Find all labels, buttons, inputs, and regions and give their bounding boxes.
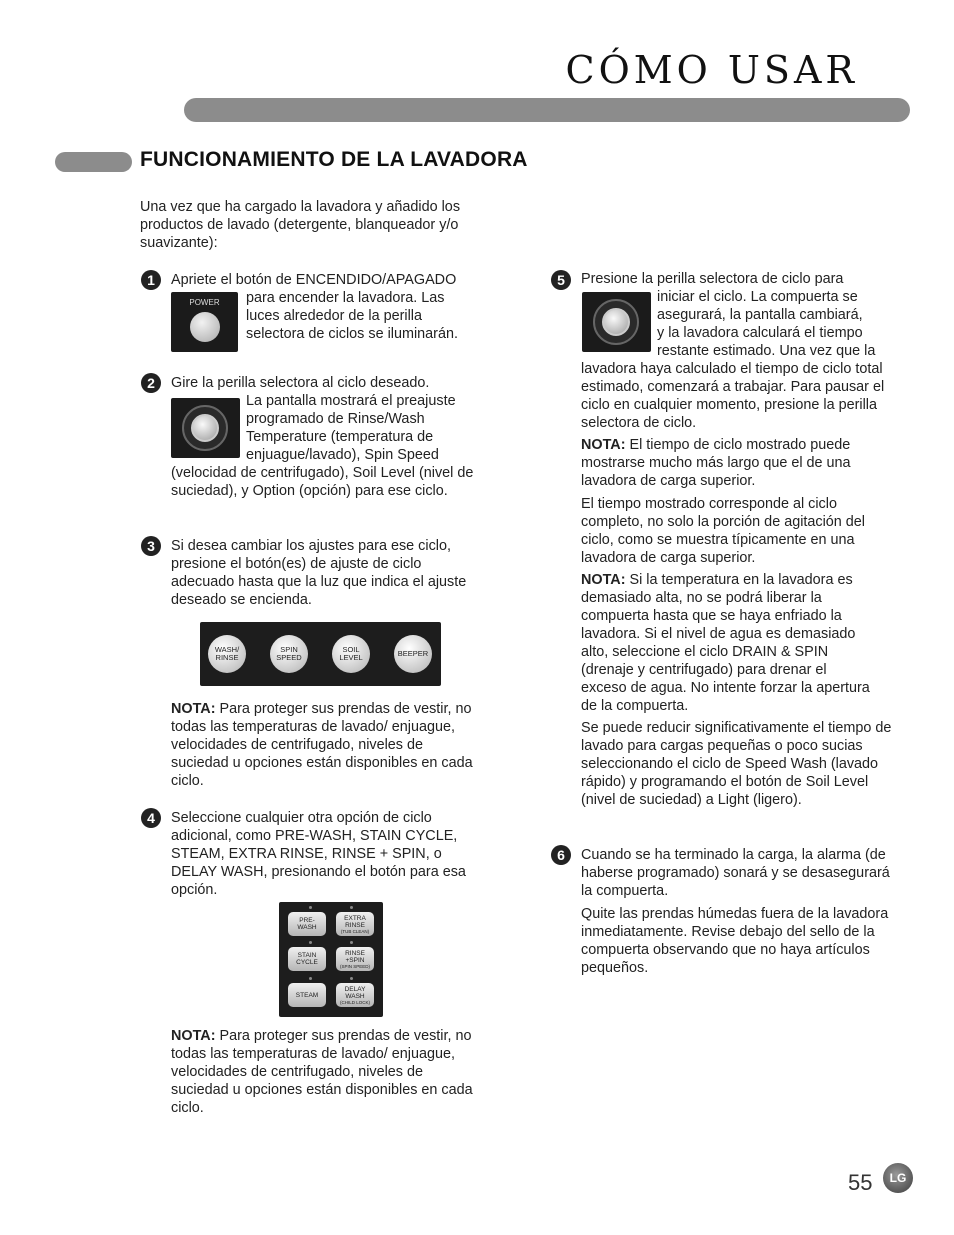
step-4-text: Seleccione cualquier otra opción de ciclo adicional, como PRE-WASH, STAIN CYCLE, STEAM, EXTRA RINSE, RINSE + SPIN, o DELAY WASH, presionando el botón para esa opción. (171, 810, 466, 898)
cycle-knob-image-step-2 (171, 398, 240, 458)
step-1-line-4: selectora de ciclos se iluminarán. (246, 326, 458, 342)
step-2-line-1: Gire la perilla selectora al ciclo deseado. (171, 375, 430, 391)
extra-rinse-button: EXTRA RINSE (TUB CLEAN) (336, 912, 374, 936)
header-bar (184, 98, 910, 122)
step-3-number: 3 (141, 536, 161, 556)
knob-icon (191, 414, 219, 442)
lg-logo-icon: LG (883, 1163, 913, 1193)
spin-speed-button: SPIN SPEED (270, 635, 308, 673)
step-2-line-2: La pantalla mostrará el preajuste (246, 393, 456, 409)
step-2-flow-text: (velocidad de centrifugado), Soil Level (nivel de suciedad), y Option (opción) para ese ciclo. (171, 465, 474, 499)
step-2-line-3: programado de Rinse/Wash (246, 411, 425, 427)
power-button-icon (190, 312, 220, 342)
step-5-line-2: iniciar el ciclo. La compuerta se (657, 289, 858, 305)
step-5-note-2: NOTA: Si la temperatura en la lavadora es demasiado alta, no se podrá liberar la compuerta hasta que se haya enfriado la lavadora. Si el nivel de agua es demasiado alto, seleccione el ciclo DRAIN & SPIN (drenaje y centrifugado) para drenar el exceso de agua. No intente forzar la apertura de la compuerta. (581, 572, 870, 714)
step-6-para-2: Quite las prendas húmedas fuera de la lavadora inmediatamente. Revise debajo del sello de la compuerta observando que no haya artículos pequeños. (581, 906, 889, 976)
step-5-line-1: Presione la perilla selectora de ciclo para (581, 271, 844, 287)
step-6-text: Cuando se ha terminado la carga, la alarma (de haberse programado) sonará y se desasegurará la compuerta. (581, 847, 890, 899)
intro-text: Una vez que ha cargado la lavadora y añadido los productos de lavado (detergente, blanqueador y/o suavizante): (140, 199, 461, 251)
step-2-line-4: Temperature (temperatura de (246, 429, 434, 445)
step-3-text: Si desea cambiar los ajustes para ese ciclo, presione el botón(es) de ajuste de ciclo adecuado hasta que la luz que indica el ajuste deseado se encienda. (171, 538, 467, 608)
power-label: POWER (189, 298, 220, 307)
knob-icon (602, 308, 630, 336)
delay-wash-button: DELAY WASH (CHILD LOCK) (336, 983, 374, 1007)
step-2-line-5: enjuague/lavado), Spin Speed (246, 447, 439, 463)
section-title: FUNCIONAMIENTO DE LA LAVADORA (140, 148, 528, 171)
cycle-knob-image-step-5 (582, 292, 651, 352)
step-5-para-3: Se puede reducir significativamente el tiempo de lavado para cargas pequeñas o poco sucias seleccionando el ciclo de Speed Wash (lavado rápido) y programando el botón de Soil Level (nivel de suciedad) a Light (ligero). (581, 720, 892, 808)
step-3-note: NOTA: Para proteger sus prendas de vestir, no todas las temperaturas de lavado/ enjuague, velocidades de centrifugado, niveles de suciedad u opciones están disponibles en cada ciclo. (171, 701, 473, 789)
step-2-number: 2 (141, 373, 161, 393)
step-1-line-2: para encender la lavadora. Las (246, 290, 445, 306)
pre-wash-button: PRE- WASH (288, 912, 326, 936)
steam-button: STEAM (288, 983, 326, 1007)
step-5-line-4: y la lavadora calculará el tiempo (657, 325, 863, 341)
section-pill (55, 152, 132, 172)
step-1-line-1: Apriete el botón de ENCENDIDO/APAGADO (171, 272, 457, 288)
wash-rinse-button: WASH/ RINSE (208, 635, 246, 673)
rinse-spin-button: RINSE +SPIN (SPIN SPEED) (336, 947, 374, 971)
step-5-line-5: restante estimado. Una vez que la (657, 343, 876, 359)
page-number: 55 (848, 1170, 873, 1195)
step-1-number: 1 (141, 270, 161, 290)
step-5-flow-text: lavadora haya calculado el tiempo de ciclo total estimado, comenzará a trabajar. Para pausar el ciclo en cualquier momento, presione la perilla selectora de ciclo. (581, 361, 885, 431)
beeper-button: BEEPER (394, 635, 432, 673)
cycle-options-panel (279, 902, 383, 1017)
step-5-para-2: El tiempo mostrado corresponde al ciclo completo, no solo la porción de agitación del ciclo, como se muestra típicamente en una lavadora de carga superior. (581, 496, 865, 566)
step-1-line-3: luces alrededor de la perilla (246, 308, 422, 324)
option-buttons-panel (200, 622, 441, 686)
stain-cycle-button: STAIN CYCLE (288, 947, 326, 971)
page-header-title: CÓMO USAR (565, 48, 858, 92)
step-5-line-3: asegurará, la pantalla cambiará, (657, 307, 863, 323)
step-5-note-1: NOTA: El tiempo de ciclo mostrado puede mostrarse mucho más largo que el de una lavadora de carga superior. (581, 437, 851, 489)
soil-level-button: SOIL LEVEL (332, 635, 370, 673)
step-6-number: 6 (551, 845, 571, 865)
power-button-image (171, 292, 238, 352)
step-4-note: NOTA: Para proteger sus prendas de vestir, no todas las temperaturas de lavado/ enjuague, velocidades de centrifugado, niveles de suciedad u opciones están disponibles en cada ciclo. (171, 1028, 473, 1116)
step-5-number: 5 (551, 270, 571, 290)
step-4-number: 4 (141, 808, 161, 828)
